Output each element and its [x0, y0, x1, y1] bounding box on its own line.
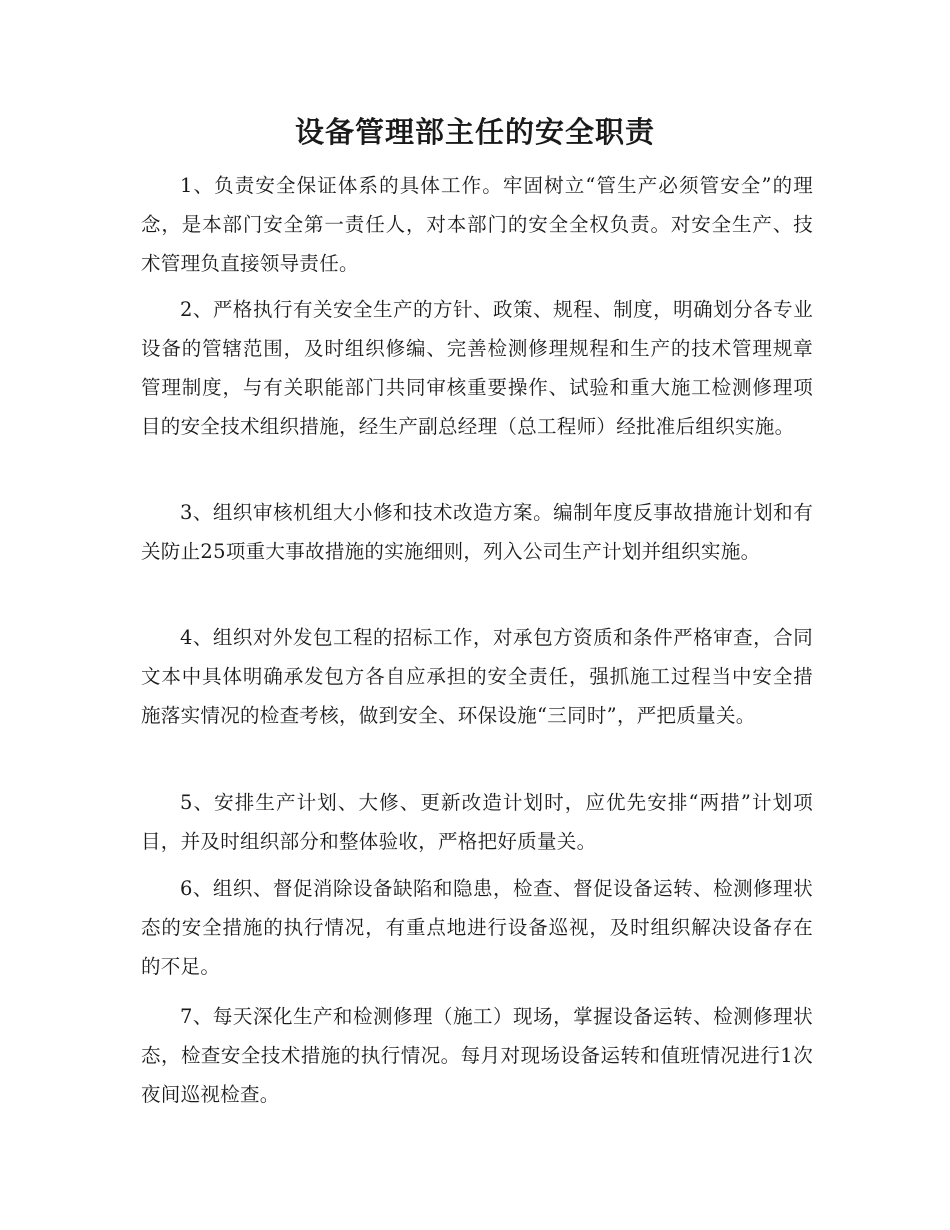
paragraph-4: 4、组织对外发包工程的招标工作，对承包方资质和条件严格审查，合同文本中具体明确承发包方各自应承担的安全责任，强抓施工过程当中安全措施落实情况的检查考核，做到安全、环保设施“三同时”，严把质量关。 [141, 626, 813, 727]
paragraph-6: 6、组织、督促消除设备缺陷和隐患，检查、督促设备运转、检测修理状态的安全措施的执行情况，有重点地进行设备巡视，及时组织解决设备存在的不足。 [141, 877, 813, 978]
paragraph-7: 7、每天深化生产和检测修理（施工）现场，掌握设备运转、检测修理状态，检查安全技术措施的执行情况。每月对现场设备运转和值班情况进行1次夜间巡视检查。 [141, 1005, 813, 1106]
paragraph-1: 1、负责安全保证体系的具体工作。牢固树立“管生产必须管安全”的理念，是本部门安全第一责任人，对本部门的安全全权负责。对安全生产、技术管理负直接领导责任。 [141, 174, 813, 275]
paragraph-5: 5、安排生产计划、大修、更新改造计划时，应优先安排“两措”计划项目，并及时组织部分和整体验收，严格把好质量关。 [141, 791, 813, 853]
document-title: 设备管理部主任的安全职责 [294, 115, 655, 149]
paragraph-3: 3、组织审核机组大小修和技术改造方案。编制年度反事故措施计划和有关防止25项重大事故措施的实施细则，列入公司生产计划并组织实施。 [141, 501, 813, 563]
paragraph-2: 2、严格执行有关安全生产的方针、政策、规程、制度，明确划分各专业设备的管辖范围，及时组织修编、完善检测修理规程和生产的技术管理规章管理制度，与有关职能部门共同审核重要操作、试验和重大施工检测修理项目的安全技术组织措施，经生产副总经理（总工程师）经批准后组织实施。 [141, 298, 813, 438]
